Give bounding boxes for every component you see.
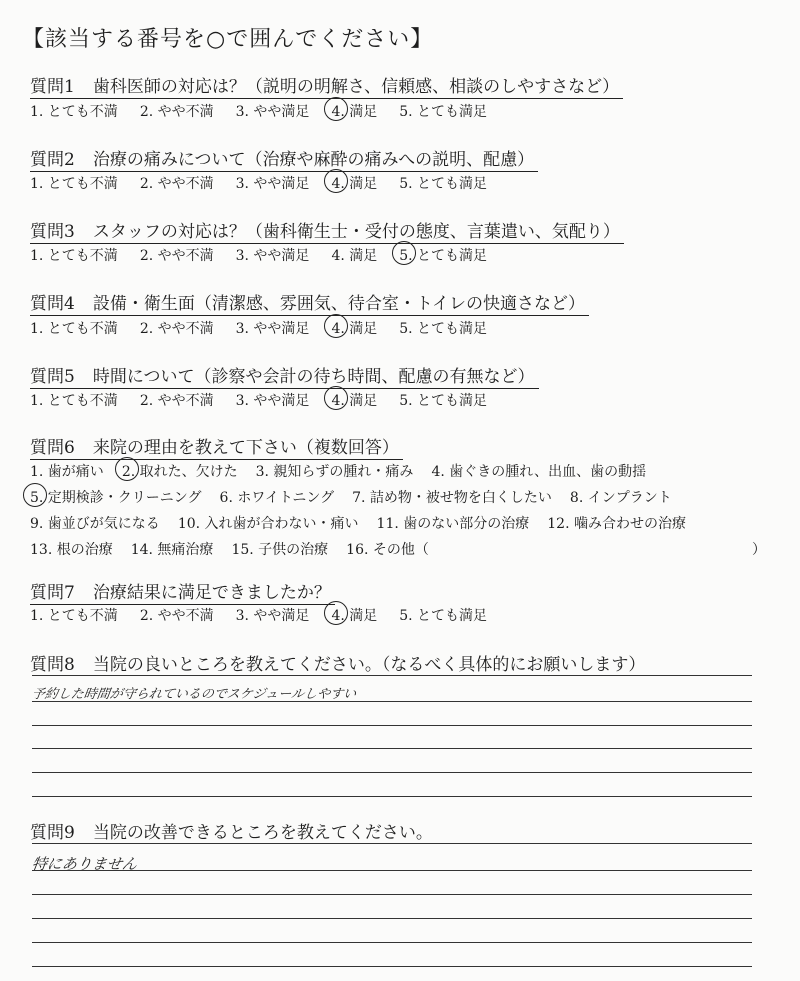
q6-option-12[interactable]: 12. 噛み合わせの治療 bbox=[547, 516, 686, 532]
question-6-number: 質問6 bbox=[30, 438, 75, 458]
q8-answer-line-3 bbox=[32, 725, 752, 726]
question-7-text: 治療結果に満足できましたか？ bbox=[92, 583, 331, 603]
q6-option-1[interactable]: 1. 歯が痛い bbox=[30, 464, 104, 480]
q2-option-3[interactable]: 3. やや満足 bbox=[235, 176, 310, 192]
q9-answer-line-1 bbox=[32, 843, 752, 844]
q6-row-1 bbox=[30, 461, 664, 481]
q5-option-5[interactable]: 5. とても満足 bbox=[399, 393, 488, 409]
question-1-text: 歯科医師の対応は？（説明の明解さ、信頼感、相談のしやすさなど） bbox=[92, 77, 620, 97]
q3-option-3[interactable]: 3. やや満足 bbox=[235, 248, 310, 264]
q6-option-11[interactable]: 11. 歯のない部分の治療 bbox=[376, 516, 530, 532]
q1-option-1[interactable]: 1. とても不満 bbox=[30, 104, 118, 120]
q9-handwritten-answer[interactable]: 特にありません bbox=[30, 855, 139, 873]
page-title: 【該当する番号を○で囲んでください】 bbox=[22, 27, 434, 52]
question-8-text: 当院の良いところを教えてください。（なるべく具体的にお願いします） bbox=[92, 655, 646, 675]
question-3-options bbox=[30, 245, 509, 265]
q3-option-4[interactable]: 4. 満足 bbox=[331, 248, 378, 264]
q6-option-9[interactable]: 9. 歯並びが気になる bbox=[30, 516, 160, 532]
question-1-number: 質問1 bbox=[30, 77, 75, 97]
question-2-text: 治療の痛みについて（治療や麻酔の痛みへの説明、配慮） bbox=[92, 150, 535, 170]
q1-option-2[interactable]: 2. やや不満 bbox=[139, 104, 214, 120]
question-3-text: スタッフの対応は？（歯科衛生士・受付の態度、言葉遣い、気配り） bbox=[92, 222, 620, 242]
q4-option-2[interactable]: 2. やや不満 bbox=[139, 321, 214, 337]
question-8-number: 質問8 bbox=[30, 655, 75, 675]
q1-option-4[interactable]: 4. 満足 bbox=[331, 101, 377, 121]
q6-option-15[interactable]: 15. 子供の治療 bbox=[231, 542, 329, 558]
question-9-number: 質問9 bbox=[30, 823, 75, 843]
q4-option-4[interactable]: 4. 満足 bbox=[331, 318, 377, 338]
question-5-text: 時間について（診察や会計の待ち時間、配慮の有無など） bbox=[92, 367, 535, 387]
q7-option-5[interactable]: 5. とても満足 bbox=[399, 608, 488, 624]
question-4-options bbox=[30, 318, 509, 338]
q7-option-3[interactable]: 3. やや満足 bbox=[235, 608, 310, 624]
q9-answer-line-2 bbox=[32, 870, 752, 871]
question-2-number: 質問2 bbox=[30, 150, 75, 170]
q2-option-4[interactable]: 4. 満足 bbox=[331, 173, 377, 193]
question-2-options bbox=[30, 173, 509, 193]
q6-option-3[interactable]: 3. 親知らずの腫れ・痛み bbox=[255, 464, 414, 480]
q7-option-4[interactable]: 4. 満足 bbox=[331, 605, 377, 625]
question-4-text: 設備・衛生面（清潔感、雰囲気、待合室・トイレの快適さなど） bbox=[92, 294, 585, 314]
q6-option-13[interactable]: 13. 根の治療 bbox=[30, 542, 113, 558]
question-5-number: 質問5 bbox=[30, 367, 75, 387]
question-9-text: 当院の改善できるところを教えてください。 bbox=[92, 823, 433, 843]
q9-answer-line-6 bbox=[32, 966, 752, 967]
q6-row-3 bbox=[30, 513, 704, 533]
question-5-options bbox=[30, 390, 509, 410]
q1-option-5[interactable]: 5. とても満足 bbox=[399, 104, 488, 120]
question-7-heading bbox=[30, 578, 335, 605]
q2-option-2[interactable]: 2. やや不満 bbox=[139, 176, 214, 192]
q7-option-1[interactable]: 1. とても不満 bbox=[30, 608, 118, 624]
q2-option-5[interactable]: 5. とても満足 bbox=[399, 176, 488, 192]
q1-option-3[interactable]: 3. やや満足 bbox=[235, 104, 310, 120]
q9-answer-line-4 bbox=[32, 918, 752, 919]
q6-option-4[interactable]: 4. 歯ぐきの腫れ、出血、歯の動揺 bbox=[431, 464, 647, 480]
q8-handwritten-answer[interactable]: 予約した時間が守られているのでスケジュールしやすい bbox=[30, 687, 358, 702]
q8-answer-line-1 bbox=[32, 675, 752, 676]
q4-option-1[interactable]: 1. とても不満 bbox=[30, 321, 118, 337]
q6-option-16[interactable]: 16. その他（ bbox=[346, 542, 429, 558]
q6-other-close-paren: ） bbox=[752, 542, 766, 558]
q5-option-3[interactable]: 3. やや満足 bbox=[235, 393, 310, 409]
question-3-number: 質問3 bbox=[30, 222, 75, 242]
q3-option-1[interactable]: 1. とても不満 bbox=[30, 248, 118, 264]
q9-answer-line-5 bbox=[32, 942, 752, 943]
q6-option-2[interactable]: 2. 取れた、欠けた bbox=[122, 461, 238, 481]
q8-answer-line-4 bbox=[32, 748, 752, 749]
question-4-heading bbox=[30, 289, 589, 316]
q5-option-1[interactable]: 1. とても不満 bbox=[30, 393, 118, 409]
q8-answer-line-5 bbox=[32, 772, 752, 773]
q7-option-2[interactable]: 2. やや不満 bbox=[139, 608, 214, 624]
q6-option-7[interactable]: 7. 詰め物・被せ物を白くしたい bbox=[352, 490, 552, 506]
q4-option-3[interactable]: 3. やや満足 bbox=[235, 321, 310, 337]
question-2-heading bbox=[30, 145, 538, 172]
q6-row-4 bbox=[30, 539, 447, 559]
question-5-heading bbox=[30, 362, 539, 389]
q8-answer-line-2 bbox=[32, 701, 752, 702]
q6-option-5[interactable]: 5. 定期検診・クリーニング bbox=[30, 487, 202, 507]
question-6-text: 来院の理由を教えて下さい（複数回答） bbox=[92, 438, 399, 458]
question-9-heading bbox=[30, 818, 437, 844]
q6-option-8[interactable]: 8. インプラント bbox=[569, 490, 672, 506]
q5-option-4[interactable]: 4. 満足 bbox=[331, 390, 377, 410]
question-1-heading bbox=[30, 72, 623, 99]
question-7-options bbox=[30, 605, 509, 625]
q6-option-10[interactable]: 10. 入れ歯が合わない・痛い bbox=[177, 516, 359, 532]
question-4-number: 質問4 bbox=[30, 294, 75, 314]
question-6-heading bbox=[30, 433, 403, 460]
question-1-options bbox=[30, 101, 509, 121]
question-3-heading bbox=[30, 217, 624, 244]
q5-option-2[interactable]: 2. やや不満 bbox=[139, 393, 214, 409]
q6-option-14[interactable]: 14. 無痛治療 bbox=[130, 542, 214, 558]
q9-answer-line-3 bbox=[32, 894, 752, 895]
q4-option-5[interactable]: 5. とても満足 bbox=[399, 321, 488, 337]
q3-option-5[interactable]: 5. とても満足 bbox=[399, 245, 487, 265]
question-7-number: 質問7 bbox=[30, 583, 75, 603]
question-8-heading bbox=[30, 650, 649, 676]
q6-row-2 bbox=[30, 487, 690, 507]
q3-option-2[interactable]: 2. やや不満 bbox=[139, 248, 214, 264]
q8-answer-line-6 bbox=[32, 796, 752, 797]
q2-option-1[interactable]: 1. とても不満 bbox=[30, 176, 118, 192]
q6-option-6[interactable]: 6. ホワイトニング bbox=[219, 490, 335, 506]
